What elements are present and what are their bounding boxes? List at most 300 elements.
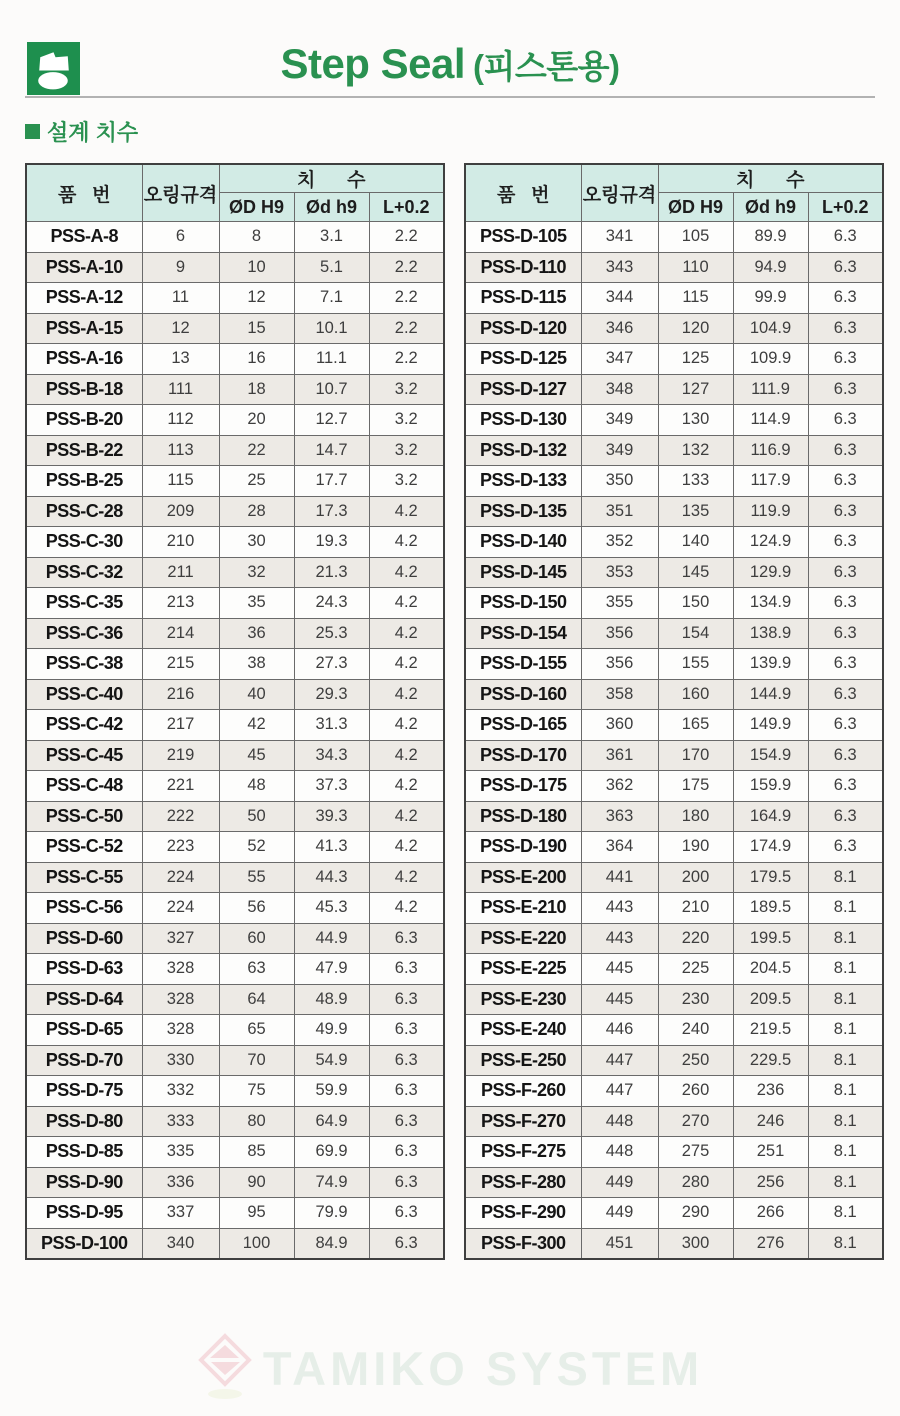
value-cell: 79.9 bbox=[294, 1198, 369, 1229]
part-number-cell: PSS-A-12 bbox=[26, 283, 142, 314]
value-cell: 330 bbox=[142, 1045, 219, 1076]
value-cell: 190 bbox=[658, 832, 733, 863]
value-cell: 90 bbox=[219, 1167, 294, 1198]
value-cell: 447 bbox=[581, 1045, 658, 1076]
table-row bbox=[26, 1015, 444, 1046]
part-number-cell: PSS-F-280 bbox=[465, 1167, 581, 1198]
part-number-cell: PSS-D-95 bbox=[26, 1198, 142, 1229]
value-cell: 9 bbox=[142, 252, 219, 283]
value-cell: 347 bbox=[581, 344, 658, 375]
part-number-cell: PSS-D-165 bbox=[465, 710, 581, 741]
value-cell: 6.3 bbox=[808, 435, 883, 466]
header-divider bbox=[25, 96, 875, 98]
part-number-cell: PSS-D-155 bbox=[465, 649, 581, 680]
value-cell: 4.2 bbox=[369, 771, 444, 802]
part-number-cell: PSS-D-125 bbox=[465, 344, 581, 375]
value-cell: 4.2 bbox=[369, 557, 444, 588]
value-cell: 35 bbox=[219, 588, 294, 619]
value-cell: 120 bbox=[658, 313, 733, 344]
value-cell: 6.3 bbox=[808, 344, 883, 375]
value-cell: 115 bbox=[142, 466, 219, 497]
value-cell: 17.7 bbox=[294, 466, 369, 497]
value-cell: 4.2 bbox=[369, 801, 444, 832]
part-number-cell: PSS-B-22 bbox=[26, 435, 142, 466]
value-cell: 6.3 bbox=[808, 832, 883, 863]
value-cell: 8.1 bbox=[808, 1015, 883, 1046]
value-cell: 8.1 bbox=[808, 954, 883, 985]
part-number-cell: PSS-D-75 bbox=[26, 1076, 142, 1107]
value-cell: 276 bbox=[733, 1228, 808, 1259]
value-cell: 125 bbox=[658, 344, 733, 375]
value-cell: 99.9 bbox=[733, 283, 808, 314]
table-row bbox=[465, 1137, 883, 1168]
value-cell: 8.1 bbox=[808, 893, 883, 924]
value-cell: 344 bbox=[581, 283, 658, 314]
value-cell: 139.9 bbox=[733, 649, 808, 680]
value-cell: 55 bbox=[219, 862, 294, 893]
value-cell: 448 bbox=[581, 1137, 658, 1168]
value-cell: 4.2 bbox=[369, 893, 444, 924]
value-cell: 6.3 bbox=[808, 588, 883, 619]
value-cell: 6.3 bbox=[808, 771, 883, 802]
table-row bbox=[465, 862, 883, 893]
value-cell: 59.9 bbox=[294, 1076, 369, 1107]
table-row bbox=[26, 1198, 444, 1229]
table-row bbox=[465, 435, 883, 466]
value-cell: 11 bbox=[142, 283, 219, 314]
value-cell: 6.3 bbox=[808, 252, 883, 283]
table-row bbox=[26, 1167, 444, 1198]
part-number-cell: PSS-D-150 bbox=[465, 588, 581, 619]
watermark-text: TAMIKO SYSTEM bbox=[262, 1341, 704, 1395]
value-cell: 75 bbox=[219, 1076, 294, 1107]
value-cell: 361 bbox=[581, 740, 658, 771]
value-cell: 6.3 bbox=[369, 1045, 444, 1076]
value-cell: 266 bbox=[733, 1198, 808, 1229]
part-number-cell: PSS-C-30 bbox=[26, 527, 142, 558]
dimension-table-left bbox=[25, 163, 445, 1260]
part-number-cell: PSS-D-64 bbox=[26, 984, 142, 1015]
value-cell: 5.1 bbox=[294, 252, 369, 283]
value-cell: 6.3 bbox=[808, 283, 883, 314]
part-number-cell: PSS-C-56 bbox=[26, 893, 142, 924]
value-cell: 8.1 bbox=[808, 984, 883, 1015]
value-cell: 70 bbox=[219, 1045, 294, 1076]
value-cell: 109.9 bbox=[733, 344, 808, 375]
value-cell: 100 bbox=[219, 1228, 294, 1259]
value-cell: 222 bbox=[142, 801, 219, 832]
value-cell: 270 bbox=[658, 1106, 733, 1137]
value-cell: 216 bbox=[142, 679, 219, 710]
value-cell: 260 bbox=[658, 1076, 733, 1107]
value-cell: 159.9 bbox=[733, 771, 808, 802]
value-cell: 2.2 bbox=[369, 283, 444, 314]
value-cell: 6.3 bbox=[808, 740, 883, 771]
value-cell: 12.7 bbox=[294, 405, 369, 436]
section-bullet-icon bbox=[25, 124, 40, 139]
part-number-cell: PSS-E-230 bbox=[465, 984, 581, 1015]
table-row bbox=[26, 984, 444, 1015]
value-cell: 349 bbox=[581, 405, 658, 436]
part-number-cell: PSS-E-210 bbox=[465, 893, 581, 924]
part-number-cell: PSS-C-55 bbox=[26, 862, 142, 893]
table-row bbox=[26, 466, 444, 497]
value-cell: 280 bbox=[658, 1167, 733, 1198]
value-cell: 130 bbox=[658, 405, 733, 436]
table-row bbox=[26, 252, 444, 283]
table-row bbox=[26, 679, 444, 710]
dimension-table-right bbox=[464, 163, 884, 1260]
table-row bbox=[26, 862, 444, 893]
col-header-od-h9-small: Ød h9 bbox=[294, 193, 369, 222]
value-cell: 94.9 bbox=[733, 252, 808, 283]
value-cell: 7.1 bbox=[294, 283, 369, 314]
value-cell: 40 bbox=[219, 679, 294, 710]
value-cell: 16 bbox=[219, 344, 294, 375]
value-cell: 363 bbox=[581, 801, 658, 832]
value-cell: 124.9 bbox=[733, 527, 808, 558]
value-cell: 275 bbox=[658, 1137, 733, 1168]
table-row bbox=[465, 893, 883, 924]
value-cell: 34.3 bbox=[294, 740, 369, 771]
part-number-cell: PSS-E-220 bbox=[465, 923, 581, 954]
value-cell: 8.1 bbox=[808, 1076, 883, 1107]
value-cell: 328 bbox=[142, 1015, 219, 1046]
value-cell: 220 bbox=[658, 923, 733, 954]
part-number-cell: PSS-B-20 bbox=[26, 405, 142, 436]
value-cell: 213 bbox=[142, 588, 219, 619]
table-row bbox=[26, 1045, 444, 1076]
value-cell: 29.3 bbox=[294, 679, 369, 710]
value-cell: 113 bbox=[142, 435, 219, 466]
value-cell: 3.1 bbox=[294, 222, 369, 253]
value-cell: 85 bbox=[219, 1137, 294, 1168]
value-cell: 64 bbox=[219, 984, 294, 1015]
value-cell: 110 bbox=[658, 252, 733, 283]
value-cell: 341 bbox=[581, 222, 658, 253]
value-cell: 204.5 bbox=[733, 954, 808, 985]
value-cell: 4.2 bbox=[369, 679, 444, 710]
value-cell: 37.3 bbox=[294, 771, 369, 802]
value-cell: 445 bbox=[581, 984, 658, 1015]
value-cell: 256 bbox=[733, 1167, 808, 1198]
value-cell: 150 bbox=[658, 588, 733, 619]
value-cell: 8.1 bbox=[808, 1106, 883, 1137]
table-row bbox=[26, 710, 444, 741]
value-cell: 6.3 bbox=[808, 801, 883, 832]
part-number-cell: PSS-D-132 bbox=[465, 435, 581, 466]
value-cell: 4.2 bbox=[369, 862, 444, 893]
part-number-cell: PSS-C-50 bbox=[26, 801, 142, 832]
table-row bbox=[465, 954, 883, 985]
table-row bbox=[465, 1228, 883, 1259]
value-cell: 154.9 bbox=[733, 740, 808, 771]
part-number-cell: PSS-A-8 bbox=[26, 222, 142, 253]
value-cell: 8.1 bbox=[808, 1167, 883, 1198]
value-cell: 349 bbox=[581, 435, 658, 466]
col-header-dimensions-group: 치 수 bbox=[658, 164, 883, 193]
value-cell: 6.3 bbox=[808, 557, 883, 588]
part-number-cell: PSS-D-140 bbox=[465, 527, 581, 558]
value-cell: 337 bbox=[142, 1198, 219, 1229]
table-row bbox=[465, 679, 883, 710]
value-cell: 69.9 bbox=[294, 1137, 369, 1168]
table-row bbox=[26, 771, 444, 802]
value-cell: 230 bbox=[658, 984, 733, 1015]
value-cell: 449 bbox=[581, 1167, 658, 1198]
value-cell: 145 bbox=[658, 557, 733, 588]
part-number-cell: PSS-A-15 bbox=[26, 313, 142, 344]
value-cell: 199.5 bbox=[733, 923, 808, 954]
page-title-ko: (피스톤용) bbox=[473, 48, 620, 85]
value-cell: 52 bbox=[219, 832, 294, 863]
value-cell: 209.5 bbox=[733, 984, 808, 1015]
value-cell: 112 bbox=[142, 405, 219, 436]
value-cell: 6.3 bbox=[369, 984, 444, 1015]
value-cell: 38 bbox=[219, 649, 294, 680]
part-number-cell: PSS-F-260 bbox=[465, 1076, 581, 1107]
table-row bbox=[465, 344, 883, 375]
value-cell: 355 bbox=[581, 588, 658, 619]
value-cell: 6.3 bbox=[369, 1137, 444, 1168]
value-cell: 45.3 bbox=[294, 893, 369, 924]
value-cell: 8 bbox=[219, 222, 294, 253]
value-cell: 47.9 bbox=[294, 954, 369, 985]
part-number-cell: PSS-D-160 bbox=[465, 679, 581, 710]
value-cell: 352 bbox=[581, 527, 658, 558]
part-number-cell: PSS-D-80 bbox=[26, 1106, 142, 1137]
table-row bbox=[26, 527, 444, 558]
value-cell: 6.3 bbox=[808, 374, 883, 405]
value-cell: 2.2 bbox=[369, 252, 444, 283]
value-cell: 6.3 bbox=[369, 1167, 444, 1198]
col-header-l-tolerance: L+0.2 bbox=[369, 193, 444, 222]
part-number-cell: PSS-C-52 bbox=[26, 832, 142, 863]
part-number-cell: PSS-D-133 bbox=[465, 466, 581, 497]
value-cell: 6.3 bbox=[808, 405, 883, 436]
table-row bbox=[465, 588, 883, 619]
value-cell: 4.2 bbox=[369, 649, 444, 680]
value-cell: 343 bbox=[581, 252, 658, 283]
section-title bbox=[25, 116, 138, 147]
value-cell: 49.9 bbox=[294, 1015, 369, 1046]
table-row bbox=[465, 405, 883, 436]
value-cell: 80 bbox=[219, 1106, 294, 1137]
value-cell: 111 bbox=[142, 374, 219, 405]
value-cell: 48.9 bbox=[294, 984, 369, 1015]
value-cell: 219.5 bbox=[733, 1015, 808, 1046]
value-cell: 30 bbox=[219, 527, 294, 558]
value-cell: 32 bbox=[219, 557, 294, 588]
value-cell: 3.2 bbox=[369, 466, 444, 497]
value-cell: 6.3 bbox=[808, 496, 883, 527]
value-cell: 443 bbox=[581, 893, 658, 924]
table-row bbox=[465, 222, 883, 253]
value-cell: 25 bbox=[219, 466, 294, 497]
value-cell: 223 bbox=[142, 832, 219, 863]
value-cell: 246 bbox=[733, 1106, 808, 1137]
table-row bbox=[26, 618, 444, 649]
value-cell: 179.5 bbox=[733, 862, 808, 893]
part-number-cell: PSS-D-135 bbox=[465, 496, 581, 527]
col-header-oring-spec: 오링규격 bbox=[142, 164, 219, 222]
value-cell: 4.2 bbox=[369, 832, 444, 863]
value-cell: 2.2 bbox=[369, 313, 444, 344]
value-cell: 45 bbox=[219, 740, 294, 771]
part-number-cell: PSS-D-154 bbox=[465, 618, 581, 649]
col-header-part-no: 품 번 bbox=[465, 164, 581, 222]
value-cell: 8.1 bbox=[808, 862, 883, 893]
table-row bbox=[465, 1167, 883, 1198]
part-number-cell: PSS-C-32 bbox=[26, 557, 142, 588]
value-cell: 290 bbox=[658, 1198, 733, 1229]
table-row bbox=[465, 252, 883, 283]
value-cell: 332 bbox=[142, 1076, 219, 1107]
value-cell: 42 bbox=[219, 710, 294, 741]
value-cell: 44.9 bbox=[294, 923, 369, 954]
table-row bbox=[26, 283, 444, 314]
value-cell: 39.3 bbox=[294, 801, 369, 832]
part-number-cell: PSS-A-16 bbox=[26, 344, 142, 375]
value-cell: 127 bbox=[658, 374, 733, 405]
part-number-cell: PSS-D-175 bbox=[465, 771, 581, 802]
value-cell: 28 bbox=[219, 496, 294, 527]
value-cell: 3.2 bbox=[369, 435, 444, 466]
value-cell: 31.3 bbox=[294, 710, 369, 741]
table-row bbox=[465, 1076, 883, 1107]
value-cell: 111.9 bbox=[733, 374, 808, 405]
value-cell: 353 bbox=[581, 557, 658, 588]
value-cell: 219 bbox=[142, 740, 219, 771]
value-cell: 4.2 bbox=[369, 740, 444, 771]
part-number-cell: PSS-C-36 bbox=[26, 618, 142, 649]
value-cell: 4.2 bbox=[369, 527, 444, 558]
table-row bbox=[26, 405, 444, 436]
value-cell: 117.9 bbox=[733, 466, 808, 497]
value-cell: 119.9 bbox=[733, 496, 808, 527]
part-number-cell: PSS-D-145 bbox=[465, 557, 581, 588]
value-cell: 6.3 bbox=[808, 679, 883, 710]
part-number-cell: PSS-D-65 bbox=[26, 1015, 142, 1046]
value-cell: 6.3 bbox=[369, 1076, 444, 1107]
value-cell: 63 bbox=[219, 954, 294, 985]
value-cell: 4.2 bbox=[369, 496, 444, 527]
value-cell: 10.1 bbox=[294, 313, 369, 344]
watermark-diamond-icon bbox=[197, 1332, 253, 1404]
value-cell: 350 bbox=[581, 466, 658, 497]
col-header-dimensions-group: 치 수 bbox=[219, 164, 444, 193]
table-row bbox=[465, 740, 883, 771]
value-cell: 20 bbox=[219, 405, 294, 436]
value-cell: 225 bbox=[658, 954, 733, 985]
value-cell: 44.3 bbox=[294, 862, 369, 893]
table-row bbox=[465, 1015, 883, 1046]
page-title bbox=[0, 36, 900, 95]
table-row bbox=[26, 557, 444, 588]
table-row bbox=[26, 588, 444, 619]
value-cell: 441 bbox=[581, 862, 658, 893]
value-cell: 8.1 bbox=[808, 1228, 883, 1259]
col-header-oring-spec: 오링규격 bbox=[581, 164, 658, 222]
value-cell: 144.9 bbox=[733, 679, 808, 710]
part-number-cell: PSS-F-270 bbox=[465, 1106, 581, 1137]
value-cell: 48 bbox=[219, 771, 294, 802]
table-row bbox=[26, 222, 444, 253]
table-row bbox=[26, 374, 444, 405]
value-cell: 155 bbox=[658, 649, 733, 680]
table-row bbox=[465, 557, 883, 588]
part-number-cell: PSS-F-290 bbox=[465, 1198, 581, 1229]
value-cell: 336 bbox=[142, 1167, 219, 1198]
value-cell: 445 bbox=[581, 954, 658, 985]
value-cell: 24.3 bbox=[294, 588, 369, 619]
value-cell: 10 bbox=[219, 252, 294, 283]
part-number-cell: PSS-C-42 bbox=[26, 710, 142, 741]
part-number-cell: PSS-A-10 bbox=[26, 252, 142, 283]
value-cell: 8.1 bbox=[808, 1045, 883, 1076]
value-cell: 351 bbox=[581, 496, 658, 527]
value-cell: 104.9 bbox=[733, 313, 808, 344]
value-cell: 214 bbox=[142, 618, 219, 649]
table-row bbox=[465, 618, 883, 649]
value-cell: 210 bbox=[142, 527, 219, 558]
value-cell: 3.2 bbox=[369, 405, 444, 436]
value-cell: 165 bbox=[658, 710, 733, 741]
value-cell: 180 bbox=[658, 801, 733, 832]
value-cell: 251 bbox=[733, 1137, 808, 1168]
value-cell: 443 bbox=[581, 923, 658, 954]
value-cell: 211 bbox=[142, 557, 219, 588]
value-cell: 189.5 bbox=[733, 893, 808, 924]
value-cell: 448 bbox=[581, 1106, 658, 1137]
table-row bbox=[465, 984, 883, 1015]
col-header-od-h9: ØD H9 bbox=[658, 193, 733, 222]
value-cell: 3.2 bbox=[369, 374, 444, 405]
table-row bbox=[465, 832, 883, 863]
value-cell: 360 bbox=[581, 710, 658, 741]
value-cell: 6.3 bbox=[369, 1015, 444, 1046]
value-cell: 154 bbox=[658, 618, 733, 649]
value-cell: 8.1 bbox=[808, 1137, 883, 1168]
part-number-cell: PSS-D-60 bbox=[26, 923, 142, 954]
value-cell: 116.9 bbox=[733, 435, 808, 466]
part-number-cell: PSS-D-63 bbox=[26, 954, 142, 985]
part-number-cell: PSS-D-127 bbox=[465, 374, 581, 405]
value-cell: 135 bbox=[658, 496, 733, 527]
dimension-tables bbox=[25, 163, 884, 1260]
value-cell: 133 bbox=[658, 466, 733, 497]
value-cell: 446 bbox=[581, 1015, 658, 1046]
table-row bbox=[465, 710, 883, 741]
value-cell: 447 bbox=[581, 1076, 658, 1107]
value-cell: 6.3 bbox=[808, 313, 883, 344]
table-row bbox=[465, 466, 883, 497]
part-number-cell: PSS-C-28 bbox=[26, 496, 142, 527]
table-row bbox=[465, 649, 883, 680]
value-cell: 229.5 bbox=[733, 1045, 808, 1076]
value-cell: 6.3 bbox=[808, 222, 883, 253]
value-cell: 175 bbox=[658, 771, 733, 802]
value-cell: 17.3 bbox=[294, 496, 369, 527]
value-cell: 160 bbox=[658, 679, 733, 710]
value-cell: 60 bbox=[219, 923, 294, 954]
value-cell: 115 bbox=[658, 283, 733, 314]
value-cell: 236 bbox=[733, 1076, 808, 1107]
value-cell: 2.2 bbox=[369, 344, 444, 375]
value-cell: 149.9 bbox=[733, 710, 808, 741]
table-row bbox=[26, 893, 444, 924]
value-cell: 348 bbox=[581, 374, 658, 405]
